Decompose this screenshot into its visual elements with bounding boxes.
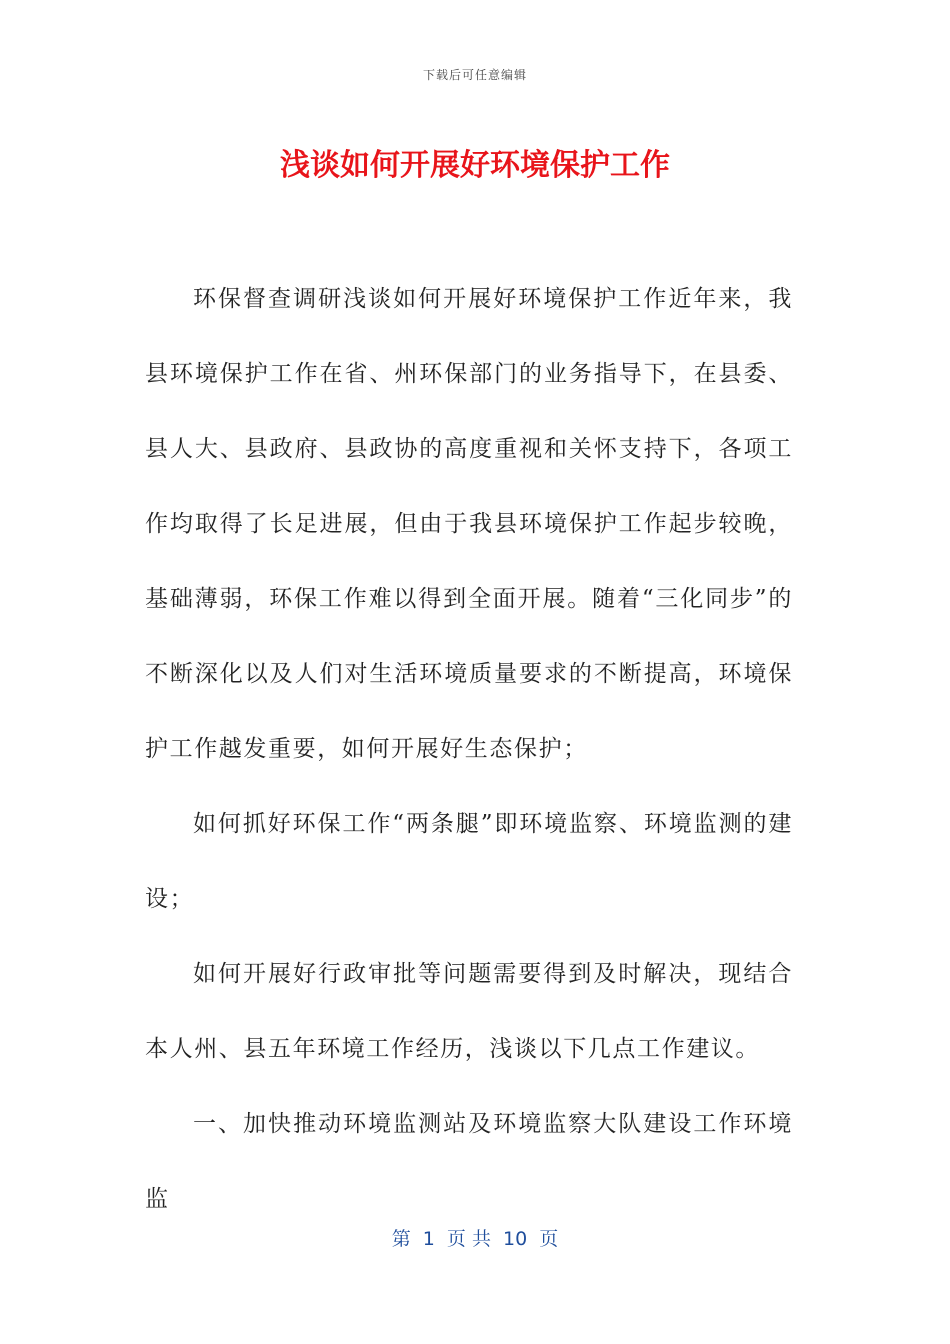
paragraph-4: 一、加快推动环境监测站及环境监察大队建设工作环境监 [145,1111,793,1212]
paragraph-2: 如何抓好环保工作“两条腿”即环境监察、环境监测的建设； [145,811,793,912]
paragraph-3: 如何开展好行政审批等问题需要得到及时解决，现结合本人州、县五年环境工作经历，浅谈以下几点工作建议。 [145,961,793,1062]
page-number-footer: 第 1 页 共 10 页 [391,1228,559,1250]
header-note: 下载后可任意编辑 [422,68,527,82]
document-title: 浅谈如何开展好环境保护工作 [280,148,670,183]
paragraph-1: 环保督查调研浅谈如何开展好环境保护工作近年来，我县环境保护工作在省、州环保部门的业务指导下，在县委、县人大、县政府、县政协的高度重视和关怀支持下，各项工作均取得了长足进展，但由于我县环境保护工作起步较晚，基础薄弱，环保工作难以得到全面开展。随着“三化同步”的不断深化以及人们对生活环境质量要求的不断提高，环境保护工作越发重要，如何开展好生态保护； [145,286,793,762]
document-body [145,262,793,1237]
